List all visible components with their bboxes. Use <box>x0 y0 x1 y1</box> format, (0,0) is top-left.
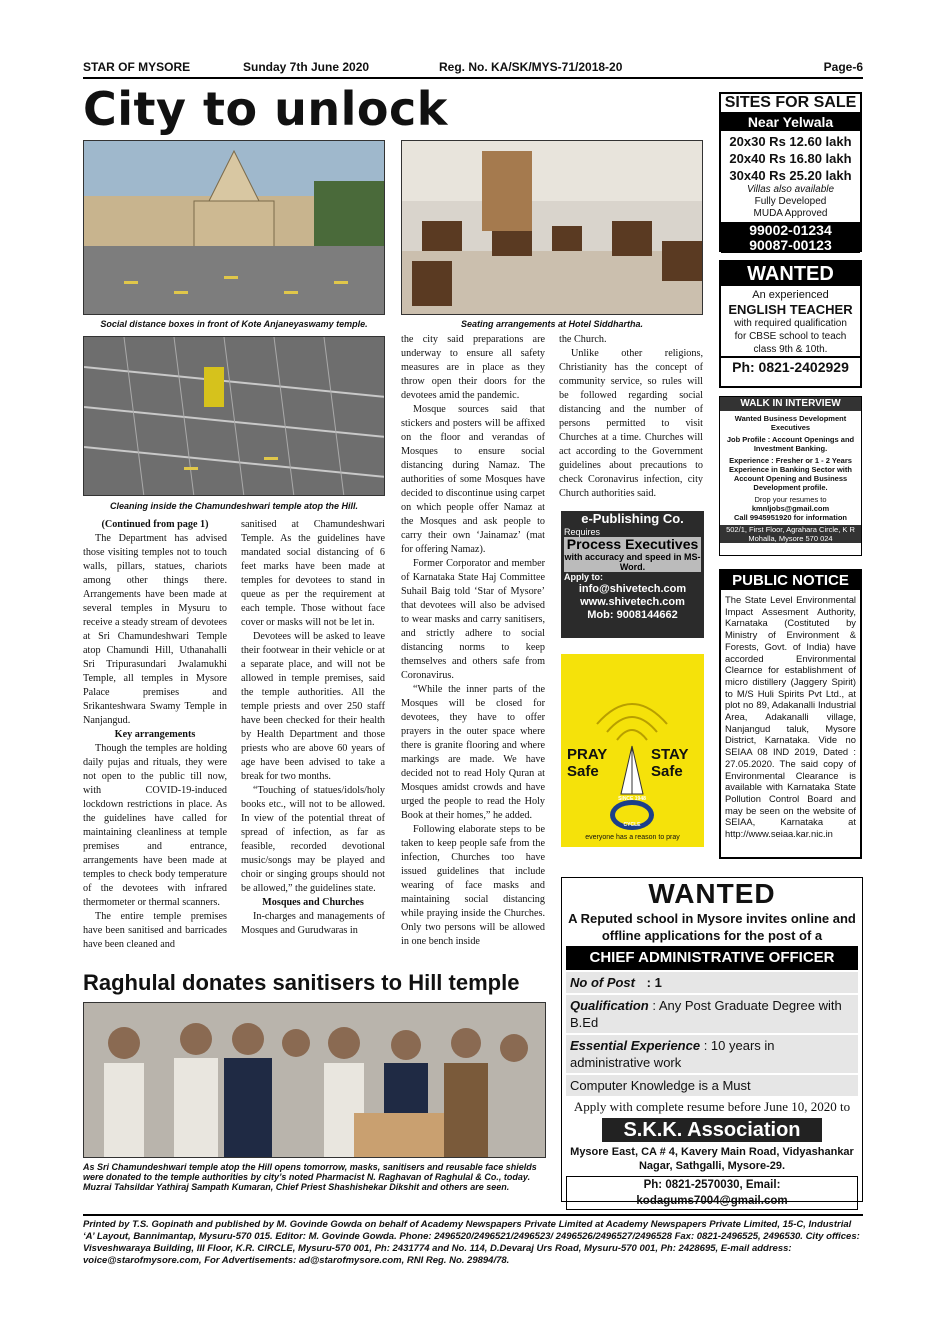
cao-org: S.K.K. Association <box>602 1118 822 1142</box>
paragraph: “While the inner parts of the Mosques will be closed for devotees, they have to offer prayers in the outer space where there is granite flooring and where markings are made. We have decided not to read Holy Quran at Mosques amidst crowds and have urged the people to read the Holy Book at their homes,” he added. <box>401 684 545 821</box>
restaurant-illustration <box>402 141 703 315</box>
header-rule <box>83 77 863 79</box>
cao-posts-value: : 1 <box>646 975 662 990</box>
donation-photo <box>83 1002 546 1158</box>
epub-website: www.shivetech.com <box>580 596 685 608</box>
walkin-line-1: Wanted Business Development Executives <box>734 414 847 432</box>
photo3-caption: Cleaning inside the Chamundeshwari temple atop the Hill. <box>109 501 359 511</box>
paragraph: In-charges and managements of Mosques and Gurudwaras in <box>241 911 385 936</box>
sites-phone-2: 90087-00123 <box>721 238 860 253</box>
notice-body: The State Level Environmental Impact Assesment Authority, Karnataka (Costituted by Ministry of Environment & Forests, Govt. of India) have accorded Environmental Clearnce for establishment of micro distillery (Jaggery Spirit) to M/S Huli Spirits Pvt Ltd., at plot no 89, Adakanalli Industrial Area, Adakanalli village, Nanjangud taluk, Mysore District, Karnataka. Vide no SEIAA 08 IND 2019, Dated : 27.05.2020. The said copy of Environmental Clearance is available with Karnataka State Pollution Control Board and may be seen on the website of SEIAA, Karnataka at http://www.seiaa.kar.nic.in <box>725 594 856 840</box>
story2-headline: Raghulal donates sanitisers to Hill temple <box>83 970 520 995</box>
subheading: Key arrangements <box>114 729 196 740</box>
epub-mobile: Mob: 9008144662 <box>587 609 678 621</box>
article-column-1 <box>83 518 227 952</box>
cao-posts-label: No of Post <box>570 975 635 990</box>
restaurant-photo <box>401 140 703 315</box>
page-header <box>83 60 863 76</box>
paragraph: the city said preparations are underway to ensure all safety measures are in place as they throw open their doors for the devotees amid the pandemic. <box>401 334 545 401</box>
cycle-safe-right: Safe <box>651 763 683 780</box>
photo2-caption: Seating arrangements at Hotel Siddhartha. <box>460 319 644 329</box>
cao-ad <box>561 877 863 1207</box>
cycle-ad <box>561 654 704 847</box>
walkin-line-3: Experience : Fresher or 1 - 2 Years Experience in Banking Sector with Account Opening and Business Development profile. <box>729 456 852 492</box>
paper-name: STAR OF MYSORE <box>83 60 191 74</box>
sites-phone-1: 99002-01234 <box>721 222 860 238</box>
walkin-email: kmnljobs@gmail.com <box>751 504 830 513</box>
sites-price-1: 20x30 Rs 12.60 lakh <box>729 134 852 149</box>
walkin-ad <box>719 396 862 556</box>
epub-requires: Requires <box>564 527 601 537</box>
epub-role: Process Executives <box>566 536 699 552</box>
paragraph: sanitised at Chamundeshwari Temple. As the guidelines have mandated social distancing of 6 feet marks have been made at temples for devotees to stand in queue as per the requirement at each temple. Those without face cover or masks will not be let in. <box>241 519 385 628</box>
paragraph: Former Corporator and member of Karnataka State Haj Committee Suhail Baig told ‘Star of Mysore’ that devotees will also be advised to wear masks and carry sanitisers, and strictly adhere to social distancing norms to keep themselves and others safe from Coronavirus. <box>401 558 545 681</box>
paragraph: Mosque sources said that stickers and posters will be affixed on the floor and verandas of Mosques to ensure social distancing during Namaz. The authorities of some Mosques have decided to discontinue using carpet on which people offer Namaz at the Mosques and ask people to carry their own ‘Jainamaz’ (mat for offering Namaz). <box>401 404 545 555</box>
cao-experience-label: Essential Experience <box>570 1038 701 1053</box>
teacher-line-5: class 9th & 10th. <box>753 344 828 355</box>
registration-number: Reg. No. KA/SK/MYS-71/2018-20 <box>439 60 623 74</box>
cao-qualification-label: Qualification <box>570 998 649 1013</box>
walkin-line-2: Job Profile : Account Openings and Investment Banking. <box>726 435 855 453</box>
cao-post: CHIEF ADMINISTRATIVE OFFICER <box>566 946 858 970</box>
sites-ad <box>719 92 862 252</box>
cycle-badge-bottom: CYCLE <box>623 822 641 828</box>
cao-address: Mysore East, CA # 4, Kavery Main Road, Vidyashankar Nagar, Sathgalli, Mysore-29. <box>570 1146 854 1172</box>
cao-apply: Apply with complete resume before June 10, 2020 to <box>573 1099 851 1114</box>
epub-ad <box>561 511 704 638</box>
teacher-line-2: ENGLISH TEACHER <box>728 302 853 317</box>
cycle-pray: PRAY <box>567 746 608 763</box>
group-illustration <box>84 1003 546 1158</box>
cycle-stay: STAY <box>651 746 689 763</box>
main-headline: City to unlock <box>83 82 448 136</box>
teacher-line-4: for CBSE school to teach <box>734 331 847 342</box>
teacher-ad <box>719 260 862 388</box>
cao-computer: Computer Knowledge is a Must <box>566 1075 858 1096</box>
temple-photo <box>83 140 385 315</box>
notice-title: PUBLIC NOTICE <box>721 571 860 590</box>
paragraph: The Department has advised those visiting temples not to touch walls, pillars, statues, chariots among other things there. Arrangements have been made at several temples in Mysuru to receive a steady stream of devotees at Sri Chamundeshwari Temple atop Chamundi Hill, Uthanahalli Sri Tripurasundari Jwalamukhi Temple, all temples in Mysore Palace premises and Srikanteshwara Swamy Temple in Nanjangud. <box>83 533 227 726</box>
paragraph: The entire temple premises have been sanitised and barricades have been cleaned and <box>83 911 227 950</box>
epub-email: info@shivetech.com <box>578 583 687 595</box>
sites-location: Near Yelwala <box>721 114 860 131</box>
paragraph: “Touching of statues/idols/holy books etc., will not to be allowed. In view of the potential threat of spread of infection, as far as feasible, recorded devotional music/songs may be played and choir or singing groups should not be allowed,” the guidelines state. <box>241 785 385 894</box>
temple-illustration <box>84 141 385 315</box>
subheading: Mosques and Churches <box>262 897 364 908</box>
paragraph: Unlike other religions, Christianity has the concept of community service, so rules will be followed regarding social distancing and the number of persons permitted to visit Churches at a time. Churches will act according to the Government guidelines about precautions to check Coronavirus infection, city Church authorities said. <box>559 348 703 499</box>
epub-title: e-Publishing Co. <box>581 511 684 526</box>
teacher-phone: Ph: 0821-2402929 <box>721 356 860 376</box>
epub-apply: Apply to: <box>564 572 603 582</box>
issue-date: Sunday 7th June 2020 <box>243 60 370 74</box>
sites-note-1: Villas also available <box>746 184 835 195</box>
walkin-phone: Call 9945951920 for information <box>734 513 847 522</box>
walkin-line-4: Drop your resumes to <box>754 495 827 504</box>
cao-intro: A Reputed school in Mysore invites online and offline applications for the post of a <box>568 911 856 943</box>
sites-price-2: 20x40 Rs 16.80 lakh <box>729 151 852 166</box>
cleaning-photo <box>83 336 385 496</box>
public-notice <box>719 569 862 859</box>
cao-contact: Ph: 0821-2570030, Email: kodagums7004@gmail.com <box>566 1176 858 1210</box>
teacher-line-1: An experienced <box>752 289 829 301</box>
sites-note-2: Fully Developed <box>754 196 827 207</box>
article-column-2 <box>241 518 385 938</box>
cao-experience-value: : 10 years in administrative work <box>570 1038 775 1070</box>
walkin-title: WALK IN INTERVIEW <box>720 397 861 411</box>
cao-title: WANTED <box>648 878 776 909</box>
paragraph: the Church. <box>559 334 607 345</box>
paragraph: Devotees will be asked to leave their footwear in their vehicle or at a separate place, and will not be allowed in temple premises, said the temple authorities. All the temple priests and over 250 staff have been checked for their health by Health Department and those priests who are above 60 years of age have been advised to take a break for two months. <box>241 631 385 782</box>
cycle-safe-left: Safe <box>567 763 599 780</box>
photo1-caption: Social distance boxes in front of Kote Anjaneyaswamy temple. <box>100 319 368 329</box>
sites-price-3: 30x40 Rs 25.20 lakh <box>729 168 852 183</box>
teacher-line-3: with required qualification <box>734 318 847 329</box>
page-number: Page-6 <box>823 60 863 74</box>
paragraph: Though the temples are holding daily pujas and rituals, they were not open to the public till now, with COVID-19-induced lockdown restrictions in place. As the guidelines have called for maintaining cleanliness at temple premises and entrance, arrangements have been made at temples to check body temperature of the devotees with infrared thermometer or thermal scanners. <box>83 743 227 908</box>
sites-title: SITES FOR SALE <box>721 94 860 114</box>
cao-qualification-value: : Any Post Graduate Degree with B.Ed <box>570 998 842 1030</box>
walkin-address: 502/1, First Floor, Agrahara Circle, K R Mohalla, Mysore 570 024 <box>720 525 861 543</box>
cycle-tagline: everyone has a reason to pray <box>585 834 680 841</box>
cycle-badge-top: SINCE 1948 <box>618 796 646 802</box>
imprint-footer: Printed by T.S. Gopinath and published by M. Govinde Gowda on behalf of Academy Newspapers Private Limited at Academy Newspapers Private Limited, 15-C, Industrial ‘A’ Layout, Bannimantap, Mysuru-570 015. Editor: M. Govinde Gowda. Phone: 2496520/2496521/2496523/ 2496526/2496527/2496528 Fax: 0821-2496525, 2496530. City offices: Visveshwaraya Building, III Floor, K.R. CIRCLE, Mysuru-570 001, Ph: 2431774 and No. 114, D.Devaraj Urs Road, Mysuru-570 001, Ph: 2428695, E-mail address: voice@starofmysore.com, For Advertisements: ad@starofmysore.com, RNI Reg. No. 29894/78. <box>83 1214 863 1267</box>
sites-note-3: MUDA Approved <box>753 208 828 219</box>
teacher-title: WANTED <box>721 262 860 286</box>
railing-illustration <box>84 337 385 496</box>
article-column-4 <box>559 333 703 501</box>
continued-note: (Continued from page 1) <box>101 519 209 530</box>
epub-requirement: with accuracy and speed in MS-Word. <box>564 552 701 572</box>
paragraph: Following elaborate steps to be taken to keep people safe from the infection, Churches too have issued guidelines that include wearing of face masks and maintaining social distancing while praying inside the Churches. Only two persons will be allowed in one bench inside <box>401 824 545 947</box>
story2-caption: As Sri Chamundeshwari temple atop the Hill opens tomorrow, masks, sanitisers and reusable face shields were donated to the temple authorities by city’s noted Pharmacist N. Raghavan of Raghulal & Co., today. Muzrai Tahsildar Yathiraj Sampath Kumaran, Chief Priest Shashishekar Dikshit and others are seen. <box>83 1162 537 1192</box>
article-column-3 <box>401 333 545 949</box>
